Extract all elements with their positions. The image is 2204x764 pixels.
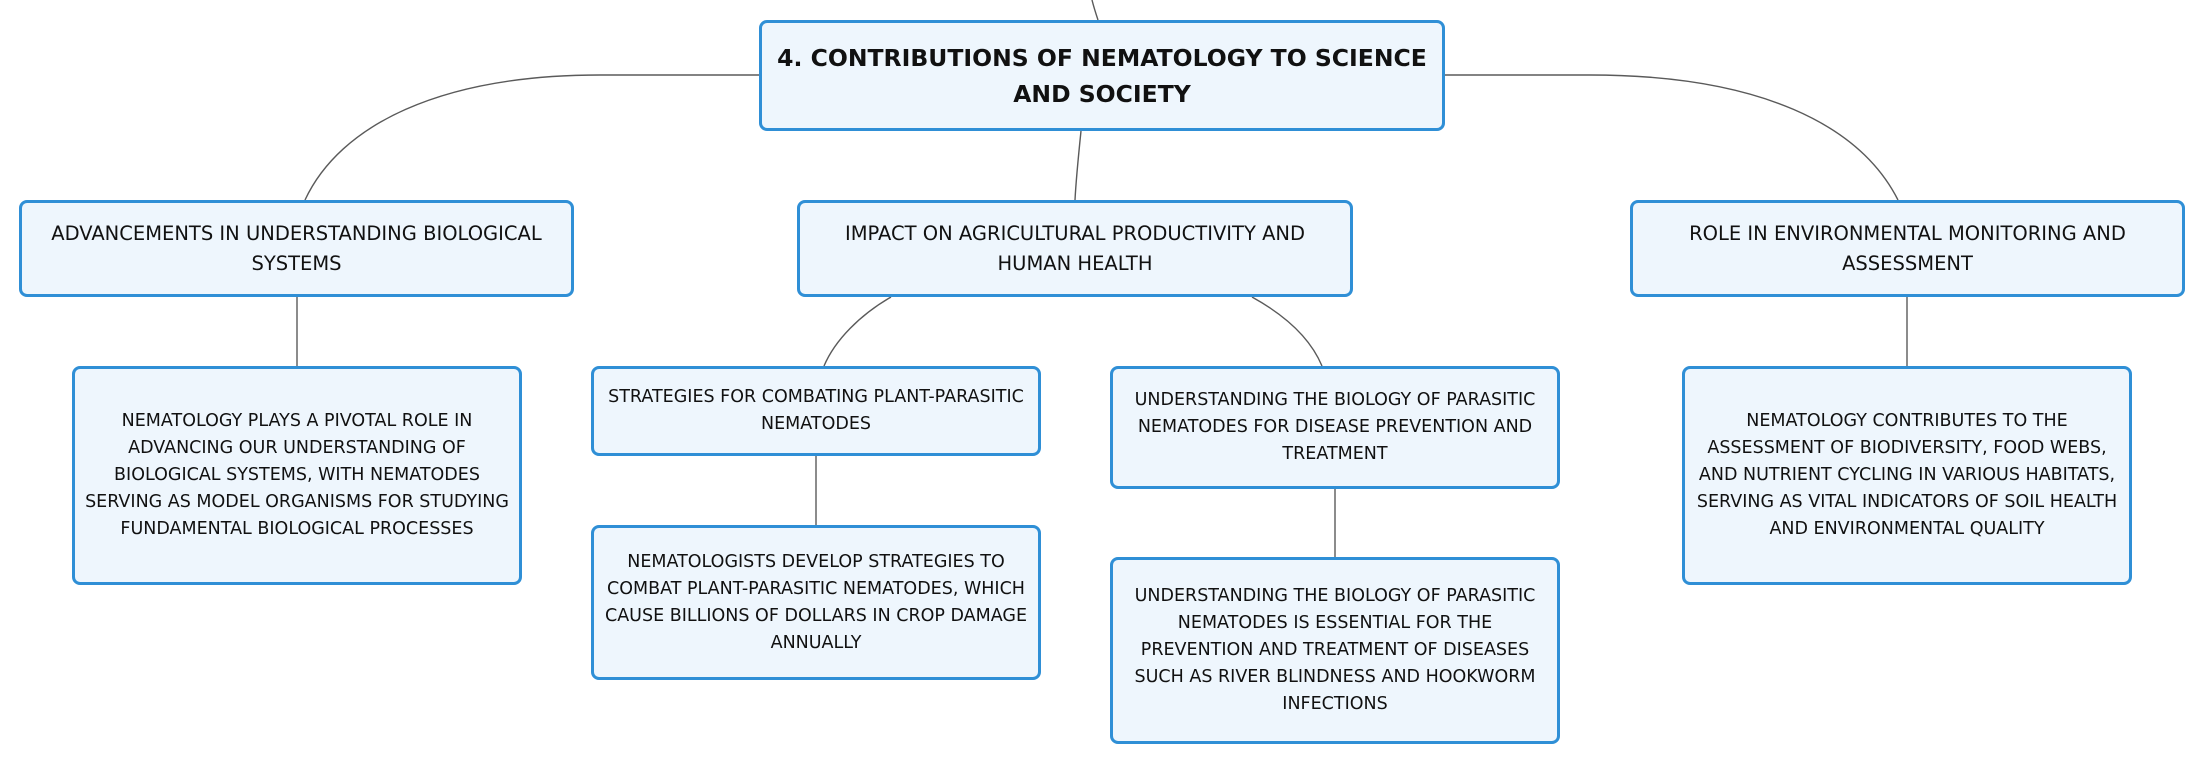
branch-biological-systems[interactable]	[19, 200, 574, 297]
detail-text: NEMATOLOGY CONTRIBUTES TO THE ASSESSMENT OF BIODIVERSITY, FOOD WEBS, AND NUTRIENT CYCLING IN VARIOUS HABITATS, SERVING AS VITAL INDICATORS OF SOIL HEALTH AND ENVIRONMENTAL QUALITY	[1696, 411, 2118, 539]
branch-agriculture-health[interactable]	[797, 200, 1353, 297]
connector-root-to-branch-1	[305, 75, 759, 200]
root-topic-label: 4. CONTRIBUTIONS OF NEMATOLOGY TO SCIENCE AND SOCIETY	[777, 43, 1427, 108]
detail-text: NEMATOLOGISTS DEVELOP STRATEGIES TO COMBAT PLANT-PARASITIC NEMATODES, WHICH CAUSE BILLIONS OF DOLLARS IN CROP DAMAGE ANNUALLY	[604, 551, 1028, 653]
detail-text: UNDERSTANDING THE BIOLOGY OF PARASITIC NEMATODES IS ESSENTIAL FOR THE PREVENTION AND TREATMENT OF DISEASES SUCH AS RIVER BLINDNESS AND HOOKWORM INFECTIONS	[1134, 586, 1536, 714]
detail-biological-systems[interactable]	[72, 366, 522, 585]
connector-root-to-branch-3	[1445, 75, 1898, 200]
detail-parasitic-biology[interactable]	[1110, 557, 1560, 744]
branch-label: IMPACT ON AGRICULTURAL PRODUCTIVITY AND HUMAN HEALTH	[844, 221, 1306, 275]
detail-combating-nematodes[interactable]	[591, 525, 1041, 680]
connector-root-to-branch-2	[1075, 131, 1081, 200]
subtopic-label: STRATEGIES FOR COMBATING PLANT-PARASITIC NEMATODES	[608, 387, 1024, 434]
detail-environmental-monitoring[interactable]	[1682, 366, 2132, 585]
subtopic-parasitic-biology[interactable]	[1110, 366, 1560, 489]
subtopic-combating-nematodes[interactable]	[591, 366, 1041, 456]
root-topic[interactable]	[759, 20, 1445, 131]
branch-label: ROLE IN ENVIRONMENTAL MONITORING AND ASSESSMENT	[1689, 221, 2126, 275]
branch-environmental-monitoring[interactable]	[1630, 200, 2185, 297]
connector-branch-2-to-subtopic-1	[824, 297, 891, 366]
branch-label: ADVANCEMENTS IN UNDERSTANDING BIOLOGICAL SYSTEMS	[51, 221, 542, 275]
detail-text: NEMATOLOGY PLAYS A PIVOTAL ROLE IN ADVANCING OUR UNDERSTANDING OF BIOLOGICAL SYSTEMS, WITH NEMATODES SERVING AS MODEL ORGANISMS FOR STUDYING FUNDAMENTAL BIOLOGICAL PROCESSES	[85, 411, 509, 539]
connector-branch-2-to-subtopic-2	[1252, 297, 1322, 366]
connector-parent-to-root	[1092, 0, 1098, 20]
subtopic-label: UNDERSTANDING THE BIOLOGY OF PARASITIC NEMATODES FOR DISEASE PREVENTION AND TREATMENT	[1134, 390, 1536, 464]
